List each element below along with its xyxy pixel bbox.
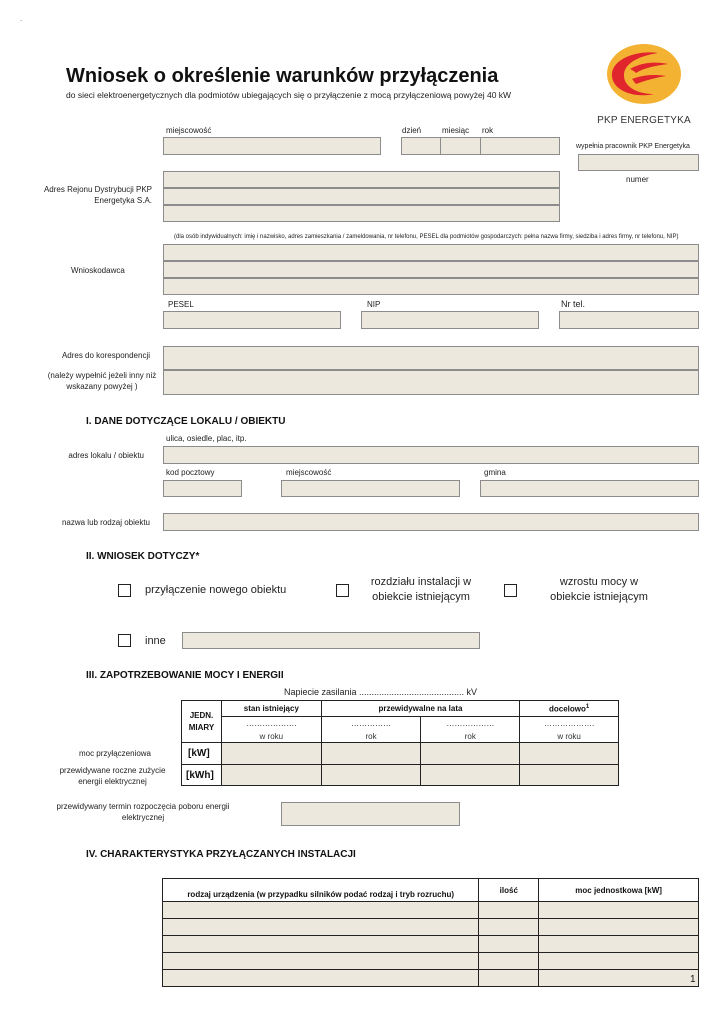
applicant-field-1[interactable]: [163, 244, 699, 261]
unit-kwh: [kWh]: [182, 765, 222, 786]
col-device: rodzaj urządzenia (w przypadku silników podać rodzaj i tryb rozruchu): [163, 879, 479, 902]
col-target: [520, 701, 619, 717]
col-planned: przewidywalne na lata: [321, 701, 519, 717]
street-hint: ulica, osiedle, plac, itp.: [166, 434, 247, 443]
checkbox-power-increase[interactable]: [504, 584, 517, 597]
page-title: Wniosek o określenie warunków przyłączenia: [66, 65, 499, 87]
qty-cell[interactable]: [479, 902, 539, 919]
power-planned-2-cell[interactable]: [421, 743, 520, 765]
unit-power-cell[interactable]: [539, 902, 699, 919]
corner-mark: .: [20, 14, 23, 23]
checkbox-other[interactable]: [118, 634, 131, 647]
page-number: 1: [690, 974, 696, 985]
tel-field[interactable]: [559, 311, 699, 329]
device-cell[interactable]: [163, 919, 479, 936]
option-new-object: przyłączenie nowego obiektu: [145, 584, 287, 596]
staff-field[interactable]: [578, 154, 699, 171]
city-label: miejscowość: [286, 468, 332, 477]
rejon-field-1[interactable]: [163, 171, 560, 188]
postal-field[interactable]: [163, 480, 242, 497]
applicant-hint: (dla osób indywidualnych: imię i nazwisko, adres zamieszkania / zameldowania, nr telefonu, PESEL dla podmiotów gospodarczych: pełna nazwa firmy, siedziba i adres firmy, nr telefonu, NIP): [174, 234, 679, 240]
row-energy-label: przewidywane roczne zużycie energii elektrycznej: [59, 766, 166, 786]
address-label: adres lokalu / obiektu: [68, 451, 144, 460]
power-planned-1-cell[interactable]: [321, 743, 421, 765]
start-date-label: przewidywany termin rozpoczęcia poboru energii elektrycznej: [56, 802, 230, 822]
col-target-footnote: 1: [585, 703, 590, 710]
postal-label: kod pocztowy: [166, 468, 215, 477]
qty-cell[interactable]: [479, 919, 539, 936]
power-existing-cell[interactable]: [221, 743, 321, 765]
section-4-title: IV. CHARAKTERYSTYKA PRZYŁĄCZANYCH INSTALACJI: [86, 849, 356, 860]
applicant-field-2[interactable]: [163, 261, 699, 278]
qty-cell[interactable]: [479, 970, 539, 987]
option-split: rozdziału instalacji w obiekcie istniejącym: [370, 576, 472, 603]
table-row: [163, 936, 699, 953]
voltage-line: Napiecie zasilania .......................................... kV: [284, 687, 478, 697]
object-name-label: nazwa lub rodzaj obiektu: [61, 518, 150, 527]
rejon-field-2[interactable]: [163, 188, 560, 205]
start-date-field[interactable]: [281, 802, 460, 826]
correspondence-label: Adres do korespondencji: [61, 351, 150, 360]
unit-kw: [kW]: [182, 743, 222, 765]
nip-field[interactable]: [361, 311, 539, 329]
col-unit-power: moc jednostkowa [kW]: [539, 879, 699, 902]
logo: [596, 42, 692, 124]
object-name-field[interactable]: [163, 513, 699, 531]
energy-planned-1-cell[interactable]: [321, 765, 421, 786]
row-power-label: moc przyłączeniowa: [78, 749, 151, 758]
table-row: [163, 919, 699, 936]
section-2-title: II. WNIOSEK DOTYCZY*: [86, 551, 200, 562]
installations-table: [162, 878, 699, 987]
section-1-title: I. DANE DOTYCZĄCE LOKALU / OBIEKTU: [86, 416, 286, 427]
energy-target-cell[interactable]: [520, 765, 619, 786]
checkbox-split[interactable]: [336, 584, 349, 597]
table-row: [163, 970, 699, 987]
device-cell[interactable]: [163, 953, 479, 970]
tel-label: Nr tel.: [561, 299, 586, 309]
device-cell[interactable]: [163, 970, 479, 987]
checkbox-new-object[interactable]: [118, 584, 131, 597]
staff-note: wypełnia pracownik PKP Energetyka: [576, 143, 690, 150]
pesel-label: PESEL: [168, 300, 194, 309]
col-qty: ilość: [479, 879, 539, 902]
logo-mark-icon: [596, 42, 692, 106]
col-target-label: docelowo: [548, 704, 586, 714]
dzien-field[interactable]: [401, 137, 441, 155]
power-target-cell[interactable]: [520, 743, 619, 765]
nip-label: NIP: [367, 300, 381, 309]
unit-power-cell[interactable]: [539, 953, 699, 970]
device-cell[interactable]: [163, 936, 479, 953]
rejon-field-3[interactable]: [163, 205, 560, 222]
option-power-increase: wzrostu mocy w obiekcie istniejącym: [550, 576, 648, 603]
miesiac-field[interactable]: [440, 137, 481, 155]
dots-existing: ……………….: [221, 717, 321, 731]
qty-cell[interactable]: [479, 936, 539, 953]
sub-year-existing: w roku: [221, 731, 321, 743]
unit-power-cell[interactable]: [539, 919, 699, 936]
pesel-field[interactable]: [163, 311, 341, 329]
rejon-label: Adres Rejonu Dystrybucji PKP Energetyka S.A.: [43, 185, 152, 205]
unit-power-cell[interactable]: [539, 970, 699, 987]
device-cell[interactable]: [163, 902, 479, 919]
gmina-field[interactable]: [480, 480, 699, 497]
qty-cell[interactable]: [479, 953, 539, 970]
unit-header: JEDN. MIARY: [182, 701, 222, 743]
other-field[interactable]: [182, 632, 480, 649]
dots-target: ……………….: [520, 717, 619, 731]
rok-field[interactable]: [480, 137, 560, 155]
dzien-label: dzień: [402, 126, 422, 135]
correspondence-field-2[interactable]: [163, 370, 699, 395]
gmina-label: gmina: [484, 468, 506, 477]
unit-power-cell[interactable]: [539, 936, 699, 953]
applicant-label: Wnioskodawca: [71, 266, 125, 275]
numer-label: numer: [626, 175, 649, 184]
applicant-field-3[interactable]: [163, 278, 699, 295]
brand-name: PKP ENERGETYKA: [597, 115, 691, 126]
miejscowosc-field[interactable]: [163, 137, 381, 155]
dots-planned-1: ……………: [321, 717, 421, 731]
demand-table: [181, 700, 619, 786]
sub-rok-1: rok: [321, 731, 421, 743]
rok-label: rok: [482, 126, 494, 135]
sub-year-target: w roku: [520, 731, 619, 743]
address-field[interactable]: [163, 446, 699, 464]
correspondence-field-1[interactable]: [163, 346, 699, 370]
col-existing: stan istniejący: [221, 701, 321, 717]
page-subtitle: do sieci elektroenergetycznych dla podmiotów ubiegających się o przyłączenie z mocą przyłączeniową powyżej 40 kW: [66, 90, 512, 100]
table-row: [163, 902, 699, 919]
miesiac-label: miesiąc: [442, 126, 470, 135]
energy-planned-2-cell[interactable]: [421, 765, 520, 786]
option-other: inne: [145, 635, 166, 647]
city-field[interactable]: [281, 480, 460, 497]
correspondence-note: (należy wypełnić jeżeli inny niż wskazany powyżej ): [47, 371, 157, 391]
section-3-title: III. ZAPOTRZEBOWANIE MOCY I ENERGII: [86, 670, 284, 681]
table-row: [163, 953, 699, 970]
sub-rok-2: rok: [421, 731, 520, 743]
energy-existing-cell[interactable]: [221, 765, 321, 786]
miejscowosc-label: miejscowość: [166, 126, 212, 135]
dots-planned-2: ………………: [421, 717, 520, 731]
